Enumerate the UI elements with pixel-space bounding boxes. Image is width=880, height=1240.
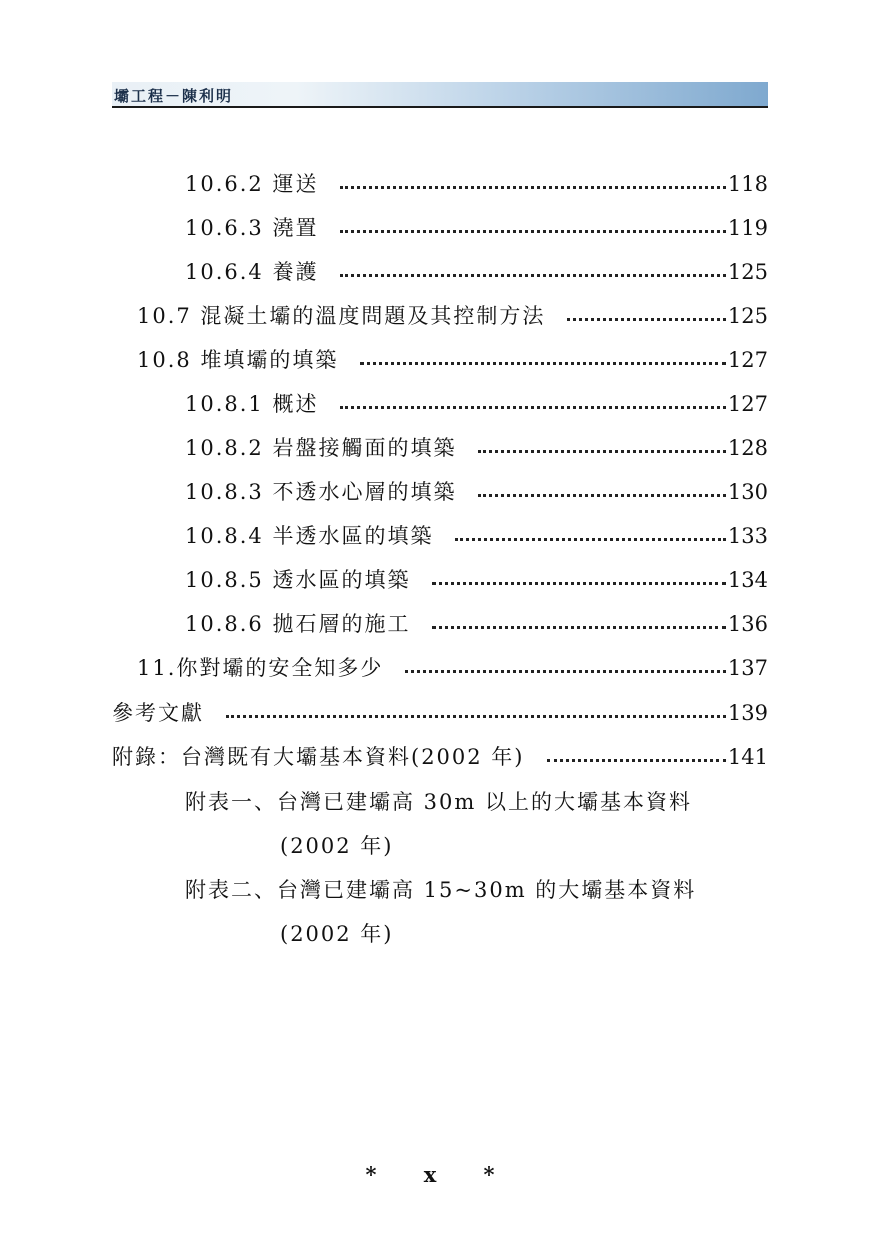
appendix-table-1-title[interactable]: 附表一、台灣已建壩高 30m 以上的大壩基本資料: [185, 790, 692, 814]
toc-entry-page: 133: [727, 524, 768, 548]
toc-entry-page: 127: [727, 348, 768, 372]
toc-entry[interactable]: [185, 432, 768, 462]
toc-entry-label: 10.6.4 養護: [185, 260, 319, 284]
toc-entry[interactable]: [185, 388, 768, 418]
toc-entry[interactable]: [185, 476, 768, 506]
toc-entry-label: 附錄：台灣既有大壩基本資料(2002 年): [112, 745, 525, 769]
toc-leader-dots: [432, 582, 725, 585]
toc-leader-dots: [340, 406, 725, 409]
toc-leader-dots: [432, 626, 725, 629]
header-rule: [112, 106, 768, 108]
running-header-title: 壩工程－陳利明: [114, 87, 234, 105]
toc-entry-page: 127: [727, 392, 768, 416]
toc-entry-label: 10.8.2 岩盤接觸面的填築: [185, 436, 457, 460]
toc-entry-label: 11.你對壩的安全知多少: [137, 656, 384, 680]
toc-entry[interactable]: [185, 256, 768, 286]
toc-entry-label: 參考文獻: [112, 701, 204, 725]
toc-entry-page: 137: [727, 656, 768, 680]
toc-entry[interactable]: [112, 697, 768, 727]
toc-entry[interactable]: [137, 300, 768, 330]
toc-entry-page: 130: [727, 480, 768, 504]
toc-entry[interactable]: [185, 608, 768, 638]
toc-leader-dots: [360, 362, 725, 365]
toc-entry[interactable]: [137, 344, 768, 374]
toc-leader-dots: [405, 670, 726, 673]
toc-entry-page: 139: [727, 701, 768, 725]
toc-entry-page: 119: [727, 216, 768, 240]
toc-leader-dots: [455, 538, 725, 541]
toc-entry-page: 128: [727, 436, 768, 460]
toc-entry-page: 134: [727, 568, 768, 592]
toc-entry[interactable]: [185, 212, 768, 242]
toc-entry-page: 125: [727, 260, 768, 284]
toc-entry[interactable]: [185, 168, 768, 198]
toc-entry-label: 10.8 堆填壩的填築: [137, 348, 339, 372]
toc-entry-page: 118: [727, 172, 768, 196]
toc-entry-label: 10.6.3 澆置: [185, 216, 319, 240]
toc-entry-label: 10.7 混凝土壩的溫度問題及其控制方法: [137, 304, 546, 328]
appendix-table-1-year: (2002 年): [280, 834, 394, 858]
toc-leader-dots: [340, 230, 725, 233]
toc-entry-label: 10.6.2 運送: [185, 172, 319, 196]
toc-entry-page: 136: [727, 612, 768, 636]
toc-entry[interactable]: [137, 652, 768, 682]
toc-entry-page: 125: [727, 304, 768, 328]
toc-entry-label: 10.8.4 半透水區的填築: [185, 524, 434, 548]
toc-entry-page: 141: [727, 745, 768, 769]
toc-entry-label: 10.8.5 透水區的填築: [185, 568, 411, 592]
toc-leader-dots: [567, 318, 725, 321]
toc-entry[interactable]: [185, 520, 768, 550]
toc-leader-dots: [478, 494, 725, 497]
toc-entry-label: 10.8.6 拋石層的施工: [185, 612, 411, 636]
toc-entry-label: 10.8.3 不透水心層的填築: [185, 480, 457, 504]
toc-leader-dots: [340, 186, 725, 189]
toc-leader-dots: [547, 759, 726, 762]
toc-entry[interactable]: [112, 741, 768, 771]
toc-leader-dots: [226, 715, 726, 718]
page-number-marker: * x *: [365, 1162, 515, 1187]
appendix-table-2-title[interactable]: 附表二、台灣已建壩高 15~30m 的大壩基本資料: [185, 878, 697, 902]
toc-leader-dots: [478, 450, 725, 453]
toc-entry[interactable]: [185, 564, 768, 594]
appendix-table-2-year: (2002 年): [280, 922, 394, 946]
toc-leader-dots: [340, 274, 725, 277]
toc-entry-label: 10.8.1 概述: [185, 392, 319, 416]
